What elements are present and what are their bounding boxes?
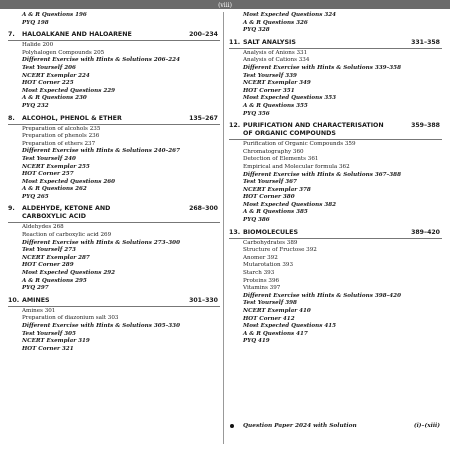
chapter-number: 13.	[229, 228, 241, 236]
chapter-heading	[229, 39, 442, 47]
chapter-number: 10.	[8, 296, 20, 304]
toc-entry: HOT Corner 321	[22, 345, 74, 352]
toc-entry: Starch 393	[243, 270, 275, 277]
toc-entry: Preparation of phenols 236	[22, 133, 100, 140]
chapter-page-range: 268–300	[189, 205, 218, 213]
chapter-section	[8, 297, 220, 354]
chapter-section	[8, 205, 220, 292]
question-paper-range: (i)–(xiii)	[413, 423, 440, 429]
toc-entry: Preparation of ethers 237	[22, 140, 96, 147]
toc-entry: Analysis of Cations 334	[243, 57, 310, 64]
toc-entry: Most Expected Questions 353	[243, 95, 337, 102]
toc-entry: Most Expected Questions 382	[243, 201, 337, 208]
toc-entry: Anomer 392	[243, 254, 278, 261]
toc-entry: Reaction of carboxylic acid 269	[22, 232, 112, 239]
toc-entry: A & R Questions 355	[243, 102, 308, 109]
toc-entry: Test Yourself 398	[243, 300, 297, 307]
chapter-divider	[229, 48, 442, 49]
chapter-heading	[229, 122, 442, 138]
chapter-title: ALCOHOL, PHENOL & ETHER	[22, 114, 122, 122]
chapter-page-range: 135–267	[189, 114, 218, 122]
toc-entry: Mutarotation 393	[243, 262, 293, 269]
chapter-page-range: 359–388	[411, 122, 440, 130]
toc-entry: Empirical and Molecular formula 362	[243, 163, 350, 170]
toc-entry: Different Exercise with Hints & Solutions 273–300	[22, 239, 180, 246]
toc-entry: NCERT Exemplar 255	[22, 163, 90, 170]
toc-entry: HOT Corner 257	[22, 171, 74, 178]
toc-entry: A & R Questions 262	[22, 186, 87, 193]
toc-entry: Most Expected Questions 229	[22, 87, 116, 94]
toc-entry: NCERT Exemplar 319	[22, 338, 90, 345]
toc-entry: Detection of Elements 361	[243, 156, 319, 163]
toc-entry: Vitamins 397	[243, 285, 281, 292]
toc-entry: Proteins 396	[243, 277, 280, 284]
toc-entry: HOT Corner 412	[243, 315, 295, 322]
toc-entry: Test Yourself 339	[243, 72, 297, 79]
toc-entry: Different Exercise with Hints & Solutions 240–267	[22, 148, 180, 155]
toc-entry: Different Exercise with Hints & Solutions 339–358	[243, 64, 401, 71]
toc-entry: Most Expected Questions 324	[243, 12, 337, 18]
question-paper-title: Question Paper 2024 with Solution	[243, 423, 357, 429]
toc-entry: Different Exercise with Hints & Solutions 305–330	[22, 323, 180, 329]
chapter-section	[229, 39, 442, 118]
toc-entry: Structure of Fructose 392	[243, 247, 317, 254]
toc-entry: A & R Questions 385	[243, 209, 308, 216]
column-divider	[223, 12, 224, 444]
toc-entry: PYQ 297	[22, 285, 49, 292]
toc-entry: PYQ 386	[243, 217, 270, 224]
chapter-title: AMINES	[22, 296, 50, 304]
toc-entry: A & R Questions 326	[243, 19, 308, 26]
chapter-page-range: 301–330	[189, 296, 218, 304]
toc-entry: Polyhalogen Compounds 205	[22, 49, 105, 56]
toc-entry: Preparation of diazonium salt 303	[22, 315, 119, 322]
chapter-section	[8, 115, 220, 202]
chapter-number: 9.	[8, 205, 15, 213]
chapter-title: CARBOXYLIC ACID	[22, 213, 86, 221]
toc-entry: NCERT Exemplar 287	[22, 254, 90, 261]
toc-entry: A & R Questions 196	[22, 12, 87, 18]
toc-right-column	[229, 12, 442, 346]
toc-entry: Purification of Organic Compounds 359	[243, 141, 356, 148]
toc-entry: Test Yourself 206	[22, 64, 76, 71]
chapter-title: SALT ANALYSIS	[243, 38, 296, 46]
chapter-page-range: 331–358	[411, 38, 440, 46]
toc-entry: PYQ 356	[243, 110, 270, 117]
chapter-number: 7.	[8, 31, 15, 39]
toc-entry: NCERT Exemplar 410	[243, 308, 311, 314]
chapter-number: 11.	[229, 38, 241, 46]
chapter-number: 12.	[229, 122, 241, 130]
toc-entry: Test Yourself 240	[22, 155, 76, 162]
chapter-number: 8.	[8, 114, 15, 122]
toc-entry: Carbohydrates 389	[243, 239, 298, 246]
chapter-heading	[8, 205, 220, 221]
chapter-divider	[8, 124, 220, 125]
toc-entry: Test Yourself 305	[22, 330, 76, 337]
chapter-section	[8, 31, 220, 110]
toc-entry: A & R Questions 417	[243, 330, 308, 337]
chapter-title: OF ORGANIC COMPOUNDS	[243, 130, 336, 138]
bullet-icon	[230, 424, 234, 428]
chapter-page-range: 200–234	[189, 31, 218, 39]
chapter-divider	[229, 238, 442, 239]
chapter-heading	[8, 115, 220, 123]
toc-entry: Halide 200	[22, 42, 54, 49]
toc-entry: Different Exercise with Hints & Solutions 206–224	[22, 57, 180, 64]
chapter-divider	[8, 222, 220, 223]
chapter-heading	[8, 297, 220, 305]
toc-left-column	[8, 12, 220, 353]
chapter-heading	[8, 31, 220, 39]
toc-entry: PYQ 265	[22, 193, 49, 200]
chapter-title: BIOMOLECULES	[243, 228, 299, 236]
chapter-title: HALOALKANE AND HALOARENE	[22, 31, 132, 39]
toc-entry: Most Expected Questions 415	[243, 323, 337, 330]
chapter-divider	[8, 306, 220, 307]
page-number: (viii)	[218, 2, 232, 9]
chapter-heading	[229, 229, 442, 237]
chapter-title: PURIFICATION AND CHARACTERISATION	[243, 122, 384, 130]
toc-entry: Test Yourself 273	[22, 247, 76, 254]
chapter-divider	[229, 139, 442, 140]
chapter-page-range: 389–420	[411, 228, 440, 236]
toc-entry: Different Exercise with Hints & Solutions 367–388	[243, 171, 401, 178]
toc-entry: NCERT Exemplar 224	[22, 72, 90, 79]
toc-entry: Chromatography 360	[243, 148, 304, 155]
toc-entry: HOT Corner 351	[243, 87, 295, 94]
toc-entry: Aldehydes 268	[22, 224, 64, 231]
chapter-title: ALDEHYDE, KETONE AND	[22, 205, 111, 213]
toc-entry: HOT Corner 289	[22, 262, 74, 269]
chapter-section	[229, 229, 442, 346]
toc-entry: Most Expected Questions 260	[22, 178, 116, 185]
toc-entry: PYQ 328	[243, 27, 270, 34]
toc-entry: Different Exercise with Hints & Solutions 398–420	[243, 292, 401, 299]
chapter-section	[229, 122, 442, 225]
toc-entry: Analysis of Anions 331	[243, 49, 308, 56]
toc-entry: Test Yourself 367	[243, 179, 297, 186]
toc-entry: A & R Questions 295	[22, 277, 87, 284]
toc-entry: A & R Questions 230	[22, 95, 87, 102]
chapter-divider	[8, 40, 220, 41]
toc-entry: NCERT Exemplar 378	[243, 186, 311, 193]
toc-entry: Amines 301	[22, 307, 56, 314]
toc-entry: PYQ 232	[22, 102, 49, 109]
toc-entry: PYQ 198	[22, 19, 49, 26]
toc-entry: HOT Corner 225	[22, 80, 74, 87]
toc-entry: PYQ 419	[243, 338, 270, 345]
toc-entry: Preparation of alcohols 235	[22, 125, 101, 132]
toc-entry: NCERT Exemplar 349	[243, 80, 311, 87]
toc-entry: Most Expected Questions 292	[22, 270, 116, 277]
toc-entry: HOT Corner 380	[243, 194, 295, 201]
